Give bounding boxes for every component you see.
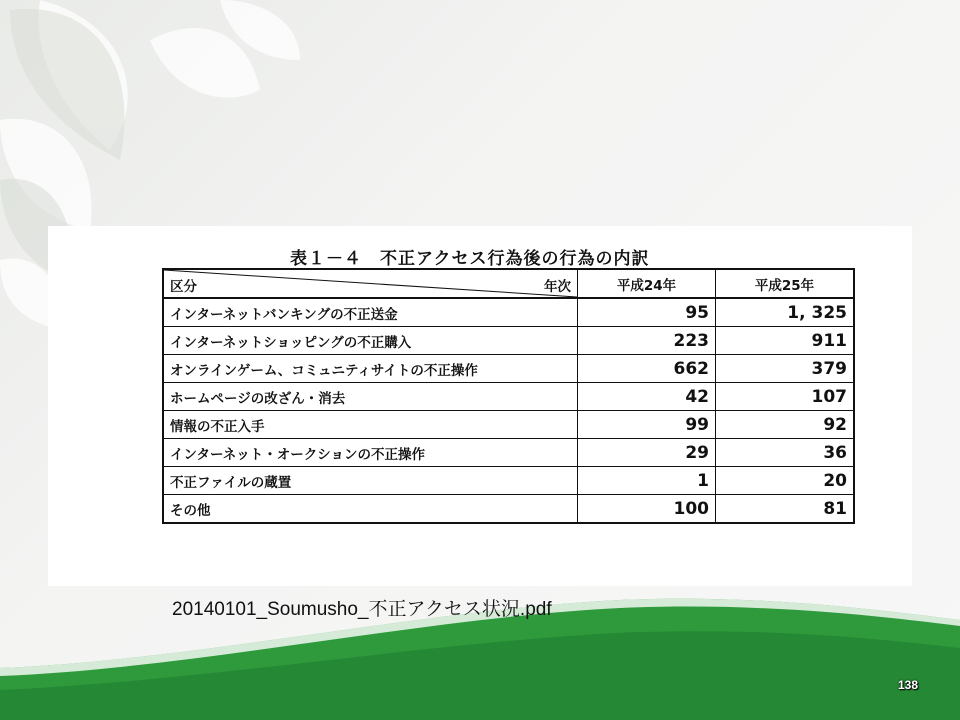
row-value-h24: 42 [578, 383, 716, 411]
row-value-h25: 911 [716, 327, 855, 355]
row-value-h25: 81 [716, 495, 855, 524]
table-row [163, 327, 854, 355]
table-row [163, 298, 854, 327]
row-label: 情報の不正入手 [163, 411, 578, 439]
header-category-cell [163, 269, 578, 298]
row-label: その他 [163, 495, 578, 524]
row-value-h24: 29 [578, 439, 716, 467]
row-value-h24: 662 [578, 355, 716, 383]
page-number: 138 [898, 678, 919, 692]
row-label: 不正ファイルの蔵置 [163, 467, 578, 495]
row-value-h25: 1, 325 [716, 298, 855, 327]
row-label: インターネットバンキングの不正送金 [163, 298, 578, 327]
row-value-h25: 36 [716, 439, 855, 467]
source-caption: 20140101_Soumusho_不正アクセス状況.pdf [172, 599, 552, 620]
access-breakdown-table [162, 268, 855, 524]
row-value-h24: 223 [578, 327, 716, 355]
row-value-h24: 99 [578, 411, 716, 439]
header-label-year: 年次 [544, 279, 571, 295]
header-col-h25: 平成25年 [716, 269, 855, 298]
header-col-h24: 平成24年 [578, 269, 716, 298]
row-label: ホームページの改ざん・消去 [163, 383, 578, 411]
row-label: インターネットショッピングの不正購入 [163, 327, 578, 355]
header-label-category: 区分 [170, 279, 197, 295]
row-label: オンラインゲーム、コミュニティサイトの不正操作 [163, 355, 578, 383]
row-value-h24: 100 [578, 495, 716, 524]
row-value-h25: 379 [716, 355, 855, 383]
row-value-h24: 1 [578, 467, 716, 495]
table-row [163, 411, 854, 439]
table-title: 表１－４ 不正アクセス行為後の行為の内訳 [290, 249, 650, 269]
table-row [163, 495, 854, 524]
row-value-h25: 20 [716, 467, 855, 495]
row-value-h24: 95 [578, 298, 716, 327]
row-value-h25: 107 [716, 383, 855, 411]
table-header-row [163, 269, 854, 298]
table-row [163, 383, 854, 411]
diagonal-line [164, 270, 577, 297]
table-row [163, 439, 854, 467]
row-label: インターネット・オークションの不正操作 [163, 439, 578, 467]
table-row [163, 467, 854, 495]
table-row [163, 355, 854, 383]
row-value-h25: 92 [716, 411, 855, 439]
